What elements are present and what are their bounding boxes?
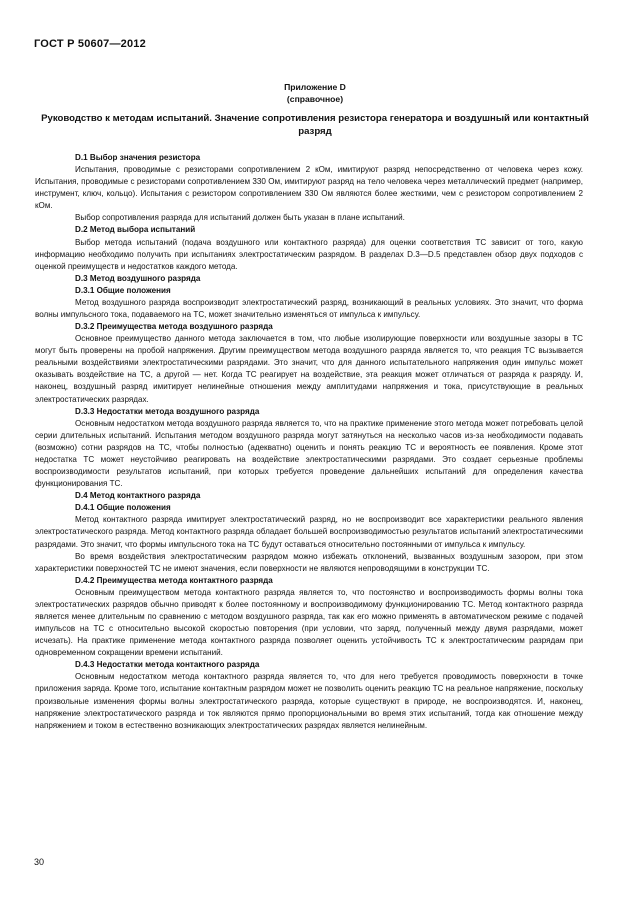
section-heading: D.3.2 Преимущества метода воздушного разряда xyxy=(75,322,273,332)
section-heading: D.3.1 Общие положения xyxy=(75,285,171,295)
section-heading: D.1 Выбор значения резистора xyxy=(75,153,201,162)
paragraph: Основным недостатком метода воздушного разряда является то, что на практике применение этого метода может потребовать целой серии длительных испытаний. Испытания методом воздушного разряда могут затянуться на несколько часов из-за необходимости подавать (возможно) сотни разрядов на ТС, чтобы полностью (адекватно) оценить и понять реакцию ТС и вероятность ее появления. Кроме этот недостатка ТС может неустойчиво реагировать на воздействие электростатическими разрядами. Это создает серьезные проблемы воспроизводимости результатов испытаний, при которых требуется проведение дальнейших испытаний для определения качества функционирования ТС. xyxy=(35,418,583,489)
document-header: ГОСТ Р 50607—2012 xyxy=(34,38,146,50)
paragraph: Во время воздействия электростатическим разрядом можно избежать отклонений, вызванных воздушным зазором, при этом характеристики поверхностей ТС не имеют значения, если поверхности не являются непроводящими в конструкции ТС. xyxy=(35,551,583,573)
document-body xyxy=(35,152,583,732)
section-heading: D.4.1 Общие положения xyxy=(75,503,171,513)
section-heading: D.4.3 Недостатки метода контактного разряда xyxy=(75,660,260,670)
paragraph: Основное преимущество данного метода заключается в том, что любые изолирующие поверхности или воздушные зазоры в ТС могут быть проверены на пробой напряжения. Другим преимуществом метода воздушного разряда является то, что реакция ТС вызывается реальными воздействиями электростатическими разрядами. Это значит, что для данного испытательного напряжения один импульс может оказывать воздействие на ТС, а другой — нет. Когда ТС реагирует на воздействие, эта реакция может отличаться от разряда к разряду. И, наконец, воздушный разряд имитирует нелинейные отношения между амплитудами напряжения и тока, присутствующие в реальных электростатических разрядах. xyxy=(35,334,583,404)
annex-title: Приложение D xyxy=(284,82,346,92)
page-number: 30 xyxy=(34,857,45,867)
main-title: Руководство к методам испытаний. Значение сопротивления резистора генератора и воздушный или контактный разряд xyxy=(41,113,589,137)
section-heading: D.4.2 Преимущества метода контактного разряда xyxy=(75,575,273,585)
paragraph: Метод контактного разряда имитирует электростатический разряд, но не воспроизводит все характеристики реального явления электростатического разряда. Метод контактного разряда обладает большей воспроизводимостью результатов испытаний электростатическими разрядами. Это значит, что формы импульсного тока на ТС будут оставаться относительно постоянными от импульса к импульсу. xyxy=(35,515,583,549)
annex-note: (справочное) xyxy=(286,94,344,104)
paragraph: Основным преимуществом метода контактного разряда является то, что постоянство и воспроизводимость формы волны тока электростатических разрядов обычно приводят к более постоянному и воспроизводимому функционированию ТС. Метод контактного разряда является менее длительным по сравнению с методом воздушного разряда, так как его можно применять в автоматическом режиме с подачей импульсов на ТС с относительно высокой скоростью повторения (при условии, что заряд, полученный между двумя разрядами, может исчезать). На практике применение метода контактного разряда позволяет оценить устойчивость ТС к электростатическим разрядам при одновременном сокращении времени испытаний. xyxy=(35,587,583,658)
paragraph: Метод воздушного разряда воспроизводит электростатический разряд, возникающий в реальных условиях. Это значит, что форма волны импульсного тока, подаваемого на ТС, может значительно изменяться от импульса к импульсу. xyxy=(35,297,583,320)
paragraph: Основным недостатком метода контактного разряда является то, что для него требуется проводимость поверхности в точке приложения заряда. Кроме того, испытание контактным разрядом может не позволить оценить реакцию ТС на реальное напряжение, поскольку произвольные изменения формы волны электростатического разряда, которые существуют в природе, не воспроизводятся. И, наконец, напряжение электростатического разряда и ток являются прямо пропорциональными во время этих испытаний, тогда как отношение между напряжением и током в естественно возникающих электростатических разрядах является нелинейным. xyxy=(35,672,583,730)
section-heading: D.4 Метод контактного разряда xyxy=(75,491,201,501)
section-heading: D.2 Метод выбора испытаний xyxy=(75,225,196,235)
paragraph: Испытания, проводимые с резисторами сопротивлением 2 кОм, имитируют разряд непосредственно от человека через кожу. Испытания, проводимые с резисторами сопротивлением 330 Ом, имитируют разряд на тело человека через металлический предмет (например, инструмент, ключ, кольцо). Испытания с резистором сопротивлением 330 Ом являются более жесткими, чем с резистором сопротивлением 2 кОм. xyxy=(35,165,583,211)
section-heading: D.3 Метод воздушного разряда xyxy=(75,273,201,283)
paragraph: Выбор сопротивления разряда для испытаний должен быть указан в плане испытаний. xyxy=(75,213,405,223)
paragraph: Выбор метода испытаний (подача воздушного или контактного разряда) для оценки соответствия ТС зависит от того, какую информацию необходимо получить при испытаниях электростатическим разрядом. В разделах D.3—D.5 представлен обзор двух подходов с оценкой преимуществ и недостатков каждого метода. xyxy=(35,237,583,271)
section-heading: D.3.3 Недостатки метода воздушного разряда xyxy=(75,406,260,416)
